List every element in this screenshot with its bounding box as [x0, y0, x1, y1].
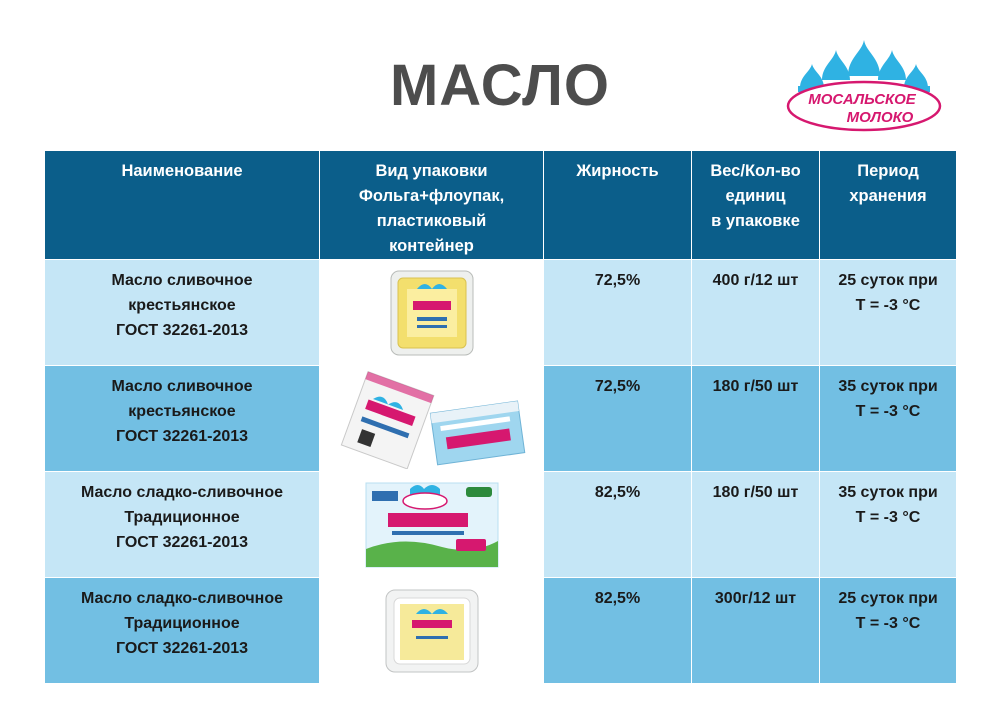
- butter-foil-pack-image: [362, 479, 502, 571]
- column-header-fat: Жирность: [544, 151, 692, 260]
- fat-content: 82,5%: [544, 578, 692, 684]
- fat-content: 82,5%: [544, 472, 692, 578]
- table-row: [45, 578, 957, 684]
- product-name: Масло сливочное крестьянское ГОСТ 32261-2013: [45, 366, 320, 472]
- storage-period: 25 суток при Т = -3 °С: [820, 260, 957, 366]
- product-name: Масло сладко-сливочное Традиционное ГОСТ 32261-2013: [45, 472, 320, 578]
- product-table: [44, 150, 957, 684]
- fat-content: 72,5%: [544, 260, 692, 366]
- package-image-cell: [320, 366, 544, 472]
- storage-period: 35 суток при Т = -3 °С: [820, 366, 957, 472]
- weight-quantity: 400 г/12 шт: [692, 260, 820, 366]
- column-header-pack: Вид упаковки Фольга+флоупак, пластиковый контейнер: [320, 151, 544, 260]
- logo-line1: МОСАЛЬСКОЕ: [808, 91, 916, 108]
- butter-clear-container-image: [382, 586, 482, 676]
- table-row: [45, 472, 957, 578]
- table-header-row: [45, 151, 957, 260]
- fat-content: 72,5%: [544, 366, 692, 472]
- butter-foil-bricks-image: [337, 369, 527, 469]
- storage-period: 35 суток при Т = -3 °С: [820, 472, 957, 578]
- weight-quantity: 180 г/50 шт: [692, 366, 820, 472]
- storage-period: 25 суток при Т = -3 °С: [820, 578, 957, 684]
- product-name: Масло сладко-сливочное Традиционное ГОСТ 32261-2013: [45, 578, 320, 684]
- package-image-cell: [320, 472, 544, 578]
- weight-quantity: 180 г/50 шт: [692, 472, 820, 578]
- product-name: Масло сливочное крестьянское ГОСТ 32261-2013: [45, 260, 320, 366]
- table-row: [45, 366, 957, 472]
- package-image-cell: [320, 260, 544, 366]
- package-image-cell: [320, 578, 544, 684]
- weight-quantity: 300г/12 шт: [692, 578, 820, 684]
- butter-tray-container-image: [387, 267, 477, 359]
- table-row: [45, 260, 957, 366]
- column-header-weight: Вес/Кол-во единиц в упаковке: [692, 151, 820, 260]
- page-title: МАСЛО: [389, 53, 610, 118]
- brand-logo: [782, 38, 946, 134]
- column-header-name: Наименование: [45, 151, 320, 260]
- column-header-storage: Период хранения: [820, 151, 957, 260]
- logo-line2: МОЛОКО: [846, 109, 914, 126]
